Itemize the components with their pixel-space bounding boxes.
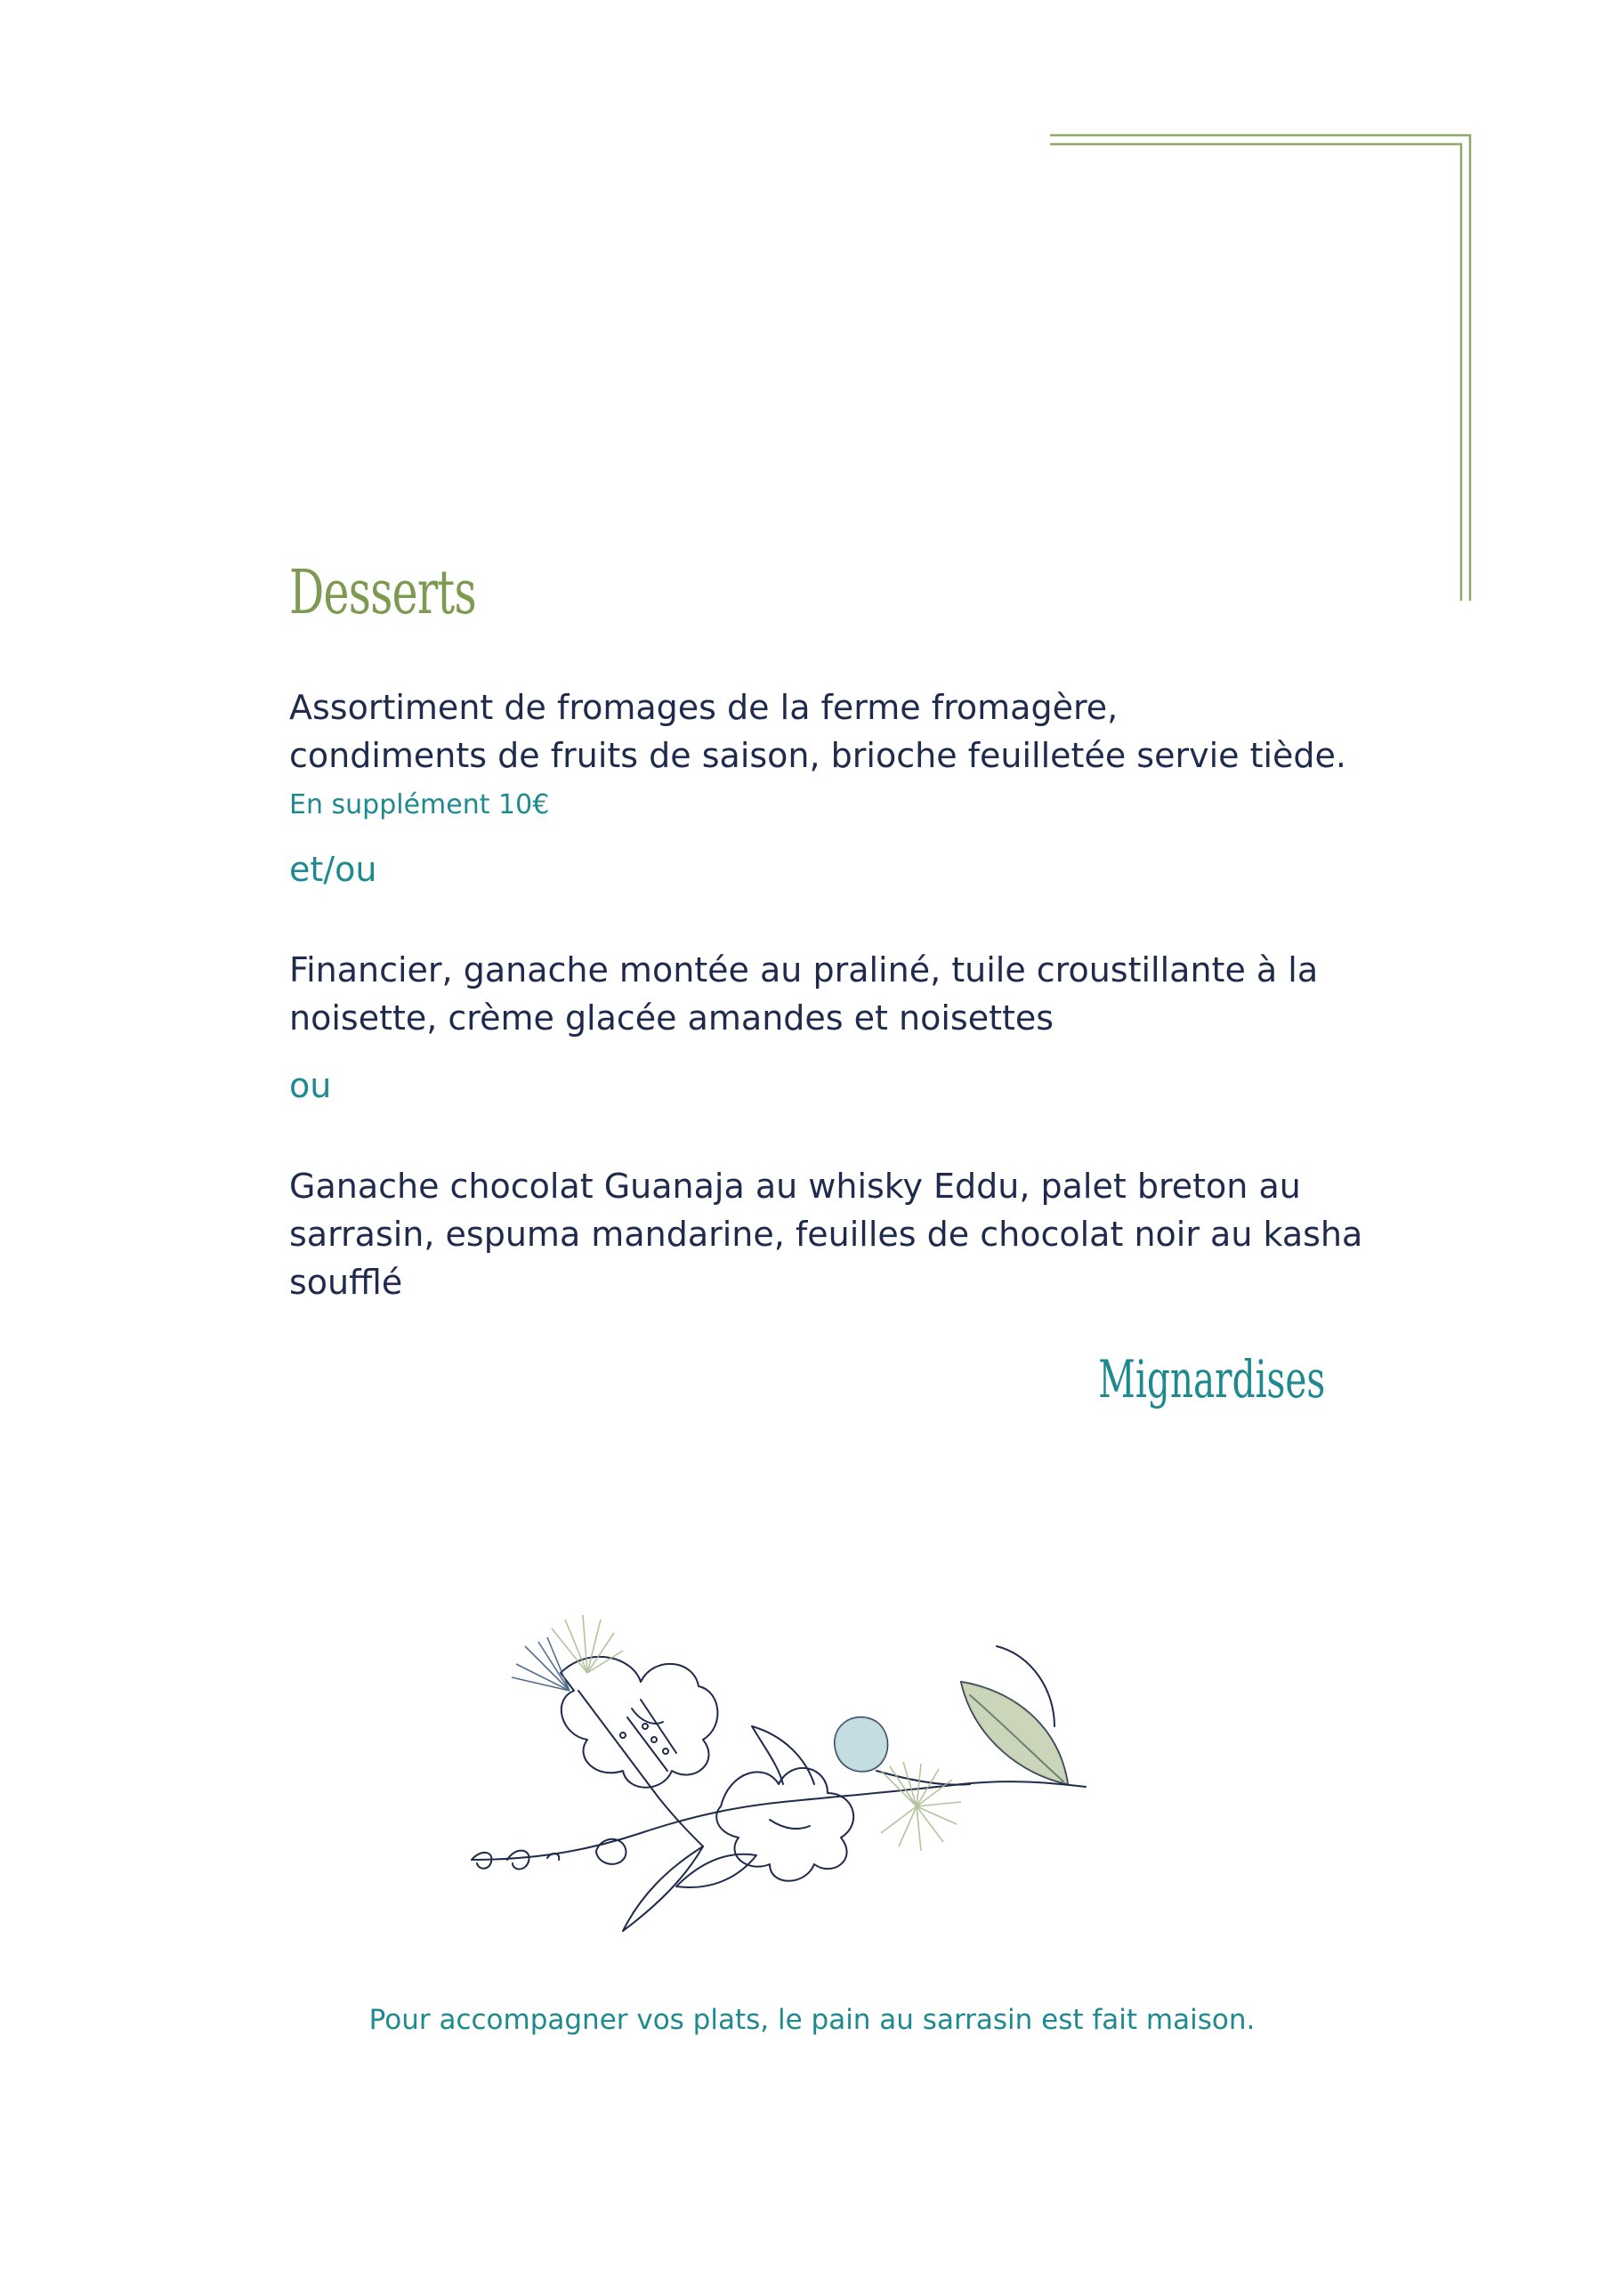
conjunction-ou: ou: [289, 1066, 332, 1105]
dish-line: condiments de fruits de saison, brioche feuilletée servie tiède.: [289, 736, 1347, 775]
dish-line: soufflé: [289, 1263, 403, 1302]
section-title: Desserts: [289, 558, 476, 628]
dish-cheese: [289, 683, 1346, 780]
dish-line: Financier, ganache montée au praliné, tuile croustillante à la: [289, 950, 1319, 990]
dish-ganache: [289, 1162, 1362, 1306]
dish-line: Ganache chocolat Guanaja au whisky Eddu, palet breton au: [289, 1167, 1301, 1206]
footer-note: Pour accompagner vos plats, le pain au sarrasin est fait maison.: [368, 2004, 1256, 2036]
dish-financier: [289, 946, 1318, 1042]
conjunction-et-ou: et/ou: [289, 850, 377, 889]
mignardises-title: Mignardises: [1098, 1349, 1325, 1410]
dish-line: Assortiment de fromages de la ferme fromagère,: [289, 688, 1119, 727]
supplement-price: En supplément 10€: [289, 789, 550, 820]
corner-frame: [0, 0, 1624, 623]
dish-line: noisette, crème glacée amandes et noisettes: [289, 998, 1054, 1038]
floral-illustration: [463, 1593, 1103, 1958]
dish-line: sarrasin, espuma mandarine, feuilles de chocolat noir au kasha: [289, 1215, 1363, 1254]
